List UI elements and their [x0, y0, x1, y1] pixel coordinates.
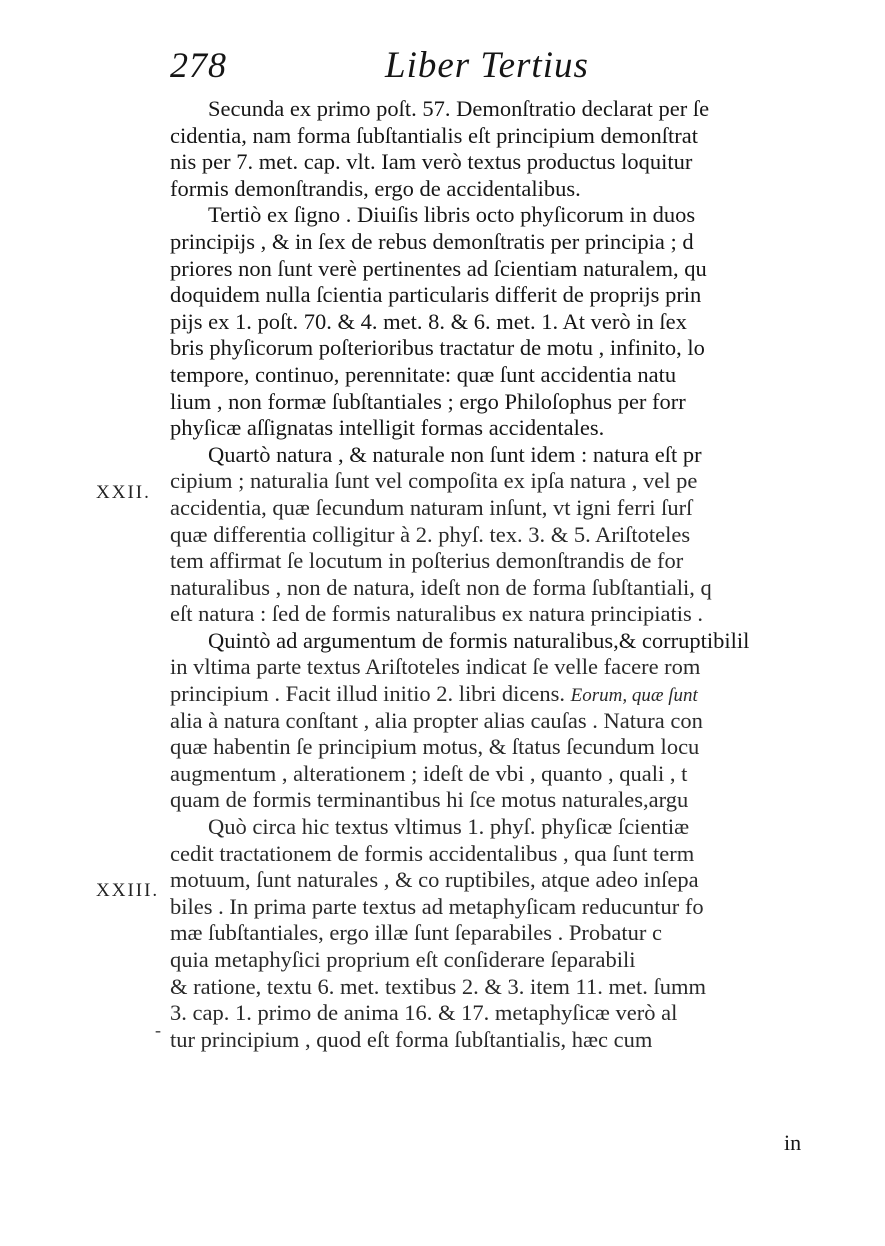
text-line: quia metaphyſici proprium eſt conſiderare ſeparabili	[170, 947, 636, 972]
text-line: bris phyſicorum poſterioribus tractatur de motu , infinito, lo	[170, 335, 705, 361]
text-line: cipium ; naturalia ſunt vel compoſita ex ipſa natura , vel pe	[170, 468, 698, 494]
text-line: tem affirmat ſe locutum in poſterius demonſtrandis de for	[170, 548, 684, 574]
page-header	[170, 44, 810, 94]
text-line: & ratione, textu 6. met. textibus 2. & 3. item 11. met. ſumm	[170, 973, 706, 999]
text-line: alia à natura conſtant , alia propter alias cauſas . Natura con	[170, 707, 703, 733]
text-line: biles . In prima parte textus ad metaphyſicam reducuntur fo	[170, 893, 704, 919]
text-line: tempore, continuo, perennitate: quæ ſunt accidentia natu	[170, 361, 677, 387]
text-line: doquidem nulla ſcientia particularis differit de proprijs prin	[170, 282, 702, 308]
margin-note-xxiii: XXIII.	[96, 880, 160, 901]
text-line: quam de formis terminantibus hi ſce motus naturales,argu	[170, 787, 689, 813]
text-line: 3. cap. 1. primo de anima 16. & 17. metaphyſicæ verò al	[170, 1000, 678, 1026]
text-line: tur principium , quod eſt forma ſubſtantialis, hæc cum	[170, 1026, 653, 1052]
text-line: nis per 7. met. cap. vlt. Iam verò textus productus loquitur	[170, 149, 693, 175]
text-line: motuum, ſunt naturales , & co ruptibiles, atque adeo inſepa	[170, 867, 699, 893]
text-line: cedit tractationem de formis accidentalibus , qua ſunt term	[170, 840, 695, 866]
text-line: Quintò ad argumentum de formis naturalibus,& corruptibilil	[208, 627, 750, 653]
text-line: cidentia, nam forma ſubſtantialis eſt principium demonſtrat	[170, 122, 698, 148]
page-number: 278	[170, 45, 227, 85]
text-line	[170, 681, 820, 708]
text-line: quæ differentia colligitur à 2. phyſ. tex. 3. & 5. Ariſtoteles	[170, 521, 691, 547]
text-line: Tertiò ex ſigno . Diuiſis libris octo phyſicorum in duos	[208, 202, 696, 228]
text-line: Quartò natura , & naturale non ſunt idem : natura eſt pr	[208, 441, 702, 467]
margin-tick: -	[155, 1020, 161, 1040]
catchword: in	[784, 1130, 802, 1155]
body-text	[170, 96, 820, 1053]
text-line: in vltima parte textus Ariſtoteles indicat ſe velle facere rom	[170, 654, 701, 680]
text-segment: principium . Facit illud initio 2. libri dicens.	[170, 681, 565, 707]
text-line: naturalibus , non de natura, ideſt non de forma ſubſtantiali, q	[170, 574, 712, 600]
text-line: Secunda ex primo poſt. 57. Demonſtratio declarat per ſe	[208, 96, 710, 121]
text-line: Quò circa hic textus vltimus 1. phyſ. phyſicæ ſcientiæ	[208, 814, 690, 840]
italic-quote: Eorum, quæ ſunt	[570, 685, 698, 707]
text-line: eſt natura : ſed de formis naturalibus ex natura principiatis .	[170, 601, 703, 627]
text-line: priores non ſunt verè pertinentes ad ſcientiam naturalem, qu	[170, 255, 707, 281]
text-line: accidentia, quæ ſecundum naturam inſunt, vt igni ferri ſurſ	[170, 494, 693, 520]
text-line: phyſicæ aſſignatas intelligit formas accidentales.	[170, 415, 605, 441]
text-line: formis demonſtrandis, ergo de accidentalibus.	[170, 175, 581, 201]
margin-note-xxii: XXII.	[96, 482, 151, 503]
text-line: quæ habentin ſe principium motus, & ſtatus ſecundum locu	[170, 734, 700, 760]
text-line: principijs , & in ſex de rebus demonſtratis per principia ; d	[170, 228, 694, 254]
text-line: pijs ex 1. poſt. 70. & 4. met. 8. & 6. met. 1. At verò in ſex	[170, 308, 687, 334]
text-line: mæ ſubſtantiales, ergo illæ ſunt ſeparabiles . Probatur c	[170, 920, 662, 946]
text-line: lium , non formæ ſubſtantiales ; ergo Philoſophus per forr	[170, 388, 686, 414]
running-title: Liber Tertius	[385, 45, 589, 86]
text-line: augmentum , alterationem ; ideſt de vbi , quanto , quali , t	[170, 760, 688, 786]
